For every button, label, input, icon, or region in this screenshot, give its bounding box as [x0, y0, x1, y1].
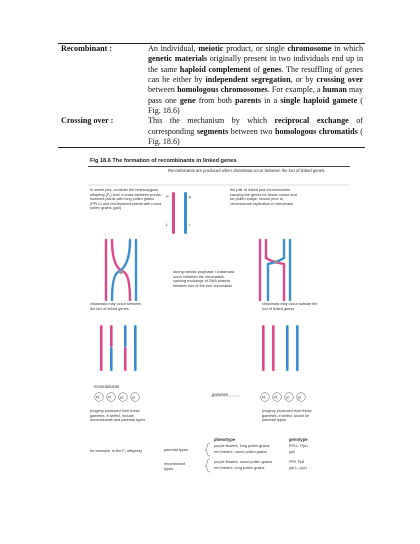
- caption-left: In sweet pea, consider the heterozygous offspring (F₁) from a cross between purple-flowered plants with long pollen grains (PPLL) and red-flowered plants with round pollen grains (ppll): [90, 188, 162, 211]
- definition-text: in a: [261, 95, 281, 105]
- definition-text: An individual,: [148, 44, 199, 53]
- figure-title: Fig 18.6 The formation of recombinants in linked genes: [90, 158, 237, 164]
- definition-text: product, or single: [223, 44, 288, 53]
- gamete-label: pl: [286, 395, 289, 400]
- gametes-left: [95, 393, 140, 402]
- bold-term: genetic materials: [148, 54, 208, 64]
- gamete-label: PL: [262, 395, 267, 400]
- table-phenotype: red flowers, long pollen grains: [214, 466, 265, 470]
- bold-term: independent segregation: [205, 75, 291, 85]
- table-genotype: PPLL, PpLl: [289, 444, 308, 448]
- table-genotype: ppll: [289, 450, 295, 454]
- definition-text: . The resuffling of genes can be either by: [148, 64, 363, 85]
- definition-text: may pass one: [148, 85, 363, 105]
- bold-term: meiotic: [198, 44, 224, 53]
- table-phenotype: purple flowers, long pollen grains: [214, 444, 270, 448]
- table-genotype: ppLL, ppLl: [289, 466, 307, 470]
- definition-text: of corresponding: [148, 116, 363, 136]
- bold-term: homologous chromatids: [274, 126, 358, 136]
- term-label: Recombinant :: [61, 44, 113, 53]
- bold-term: chromosome: [287, 44, 332, 53]
- bold-term: gene: [179, 95, 196, 105]
- crossing-over-left: [106, 240, 136, 300]
- caption-mid: during meiotic prophase I chiasmata occur between the chromatids, causing exchange of DNA strands between two of the four chromatids: [173, 270, 234, 288]
- bold-term: reciprocal exchange: [274, 116, 349, 126]
- brace-parental: [205, 443, 210, 456]
- definition-text: originally present in two individuals end up in the same: [148, 54, 364, 74]
- definition-text: This the mechanism by which: [148, 116, 275, 126]
- table-header-phenotype: phenotype: [214, 437, 236, 442]
- definition-text: between: [148, 85, 178, 95]
- brace-recombinant: [205, 459, 210, 472]
- gamete-label: PL: [274, 395, 279, 400]
- definition-text: in which: [331, 44, 363, 53]
- recombinant-chromatids-left: [100, 325, 137, 371]
- caption-right: the pair of linked pea chromosomes carrying the genes for flower colour and for pollen shape, shown prior to chromosome replication in interphase: [230, 188, 297, 206]
- bold-term: homologous chromosomes: [177, 85, 268, 95]
- bold-term: haploid complement: [179, 64, 251, 74]
- interphase-chromosome-pair: [166, 192, 192, 234]
- definition-text: , or by: [290, 75, 317, 85]
- bold-term: crossing over: [316, 75, 364, 85]
- svg-text:P: P: [166, 194, 169, 199]
- table-phenotype: red flowers, round pollen grains: [214, 450, 267, 454]
- table-header-genotype: genotype: [289, 437, 308, 442]
- definition-text: . For example, a: [267, 85, 323, 95]
- table-example: for example, in the F₂ offspring: [90, 449, 142, 453]
- gamete-label: pL: [120, 395, 124, 400]
- crossing-over-right: [260, 240, 290, 300]
- table-genotype: PPll, Ppll: [289, 460, 305, 464]
- svg-text:l: l: [189, 222, 190, 227]
- caption-between: chiasmata may occur between the loci of linked genes: [90, 302, 142, 311]
- bold-term: single haploid gamete: [280, 95, 358, 105]
- bold-term: segments: [196, 126, 229, 136]
- recombinants-label: recombinants: [94, 384, 120, 389]
- caption-outside: chiasmata may occur outside the loci of linked genes: [262, 302, 318, 311]
- definition-text: from both: [195, 95, 236, 105]
- table-phenotype: purple flowers, round pollen grains: [214, 460, 273, 464]
- gamete-label: Pl: [108, 395, 112, 400]
- progeny-right: progeny produced from these gametes, if selfed, would be parental types: [262, 409, 312, 423]
- definition-text: ( Fig. 18.6): [148, 126, 363, 147]
- gamete-label: pl: [132, 395, 135, 400]
- term-label: Crossing over :: [61, 116, 114, 126]
- svg-text:p: p: [189, 194, 192, 199]
- parental-chromatids-right: [262, 325, 299, 371]
- table-group-parental: parental types: [164, 448, 188, 452]
- definition-text: ( Fig. 18.6): [148, 95, 363, 116]
- definition-text: of: [250, 64, 263, 74]
- bold-term: parents: [235, 95, 262, 105]
- gametes-right: [261, 393, 306, 402]
- figure-intro: Recombinants are produced when chiasmata occur between the loci of linked genes.: [168, 168, 326, 173]
- progeny-left: progeny produced from these gametes, if selfed, include recombinants and parental types: [90, 409, 146, 423]
- gamete-label: PL: [96, 395, 101, 400]
- definition-text: between two: [228, 126, 275, 136]
- svg-text:L: L: [166, 222, 169, 227]
- table-group-recombinant: recombinant types: [164, 462, 185, 471]
- gametes-label: gametes: [212, 392, 229, 397]
- gamete-label: pl: [298, 395, 301, 400]
- bold-term: human: [322, 85, 347, 95]
- bold-term: genes: [262, 64, 282, 74]
